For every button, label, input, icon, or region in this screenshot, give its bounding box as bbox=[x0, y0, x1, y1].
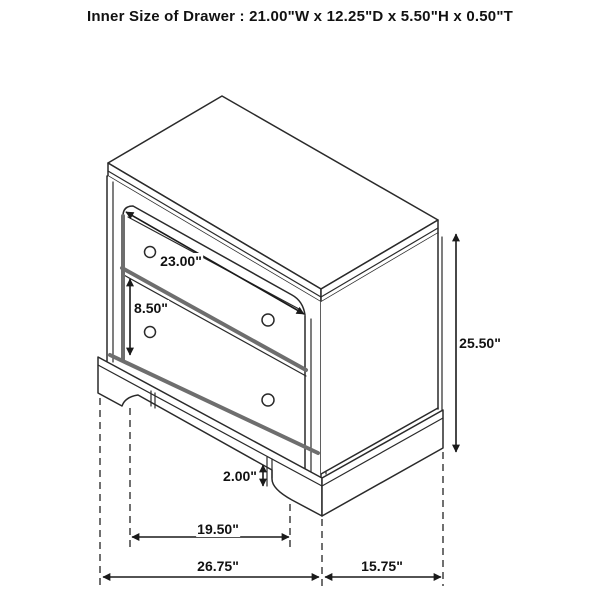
drawer2-right-knob bbox=[262, 394, 274, 406]
drawer1-right-knob bbox=[262, 314, 274, 326]
dim-label-cutout-width: 19.50" bbox=[197, 521, 239, 537]
dim-label-drawer-width: 23.00" bbox=[160, 253, 202, 269]
dim-label-overall-height: 25.50" bbox=[459, 335, 501, 351]
drawer2-left-knob bbox=[145, 327, 156, 338]
dim-label-overall-depth: 15.75" bbox=[361, 558, 403, 574]
dim-label-drawer-height: 8.50" bbox=[134, 300, 168, 316]
dim-label-overall-width: 26.75" bbox=[197, 558, 239, 574]
drawer1-left-knob bbox=[145, 247, 156, 258]
dim-label-base-clearance: 2.00" bbox=[223, 468, 257, 484]
diagram-title: Inner Size of Drawer : 21.00"W x 12.25"D x 5.50"H x 0.50"T bbox=[86, 8, 514, 25]
